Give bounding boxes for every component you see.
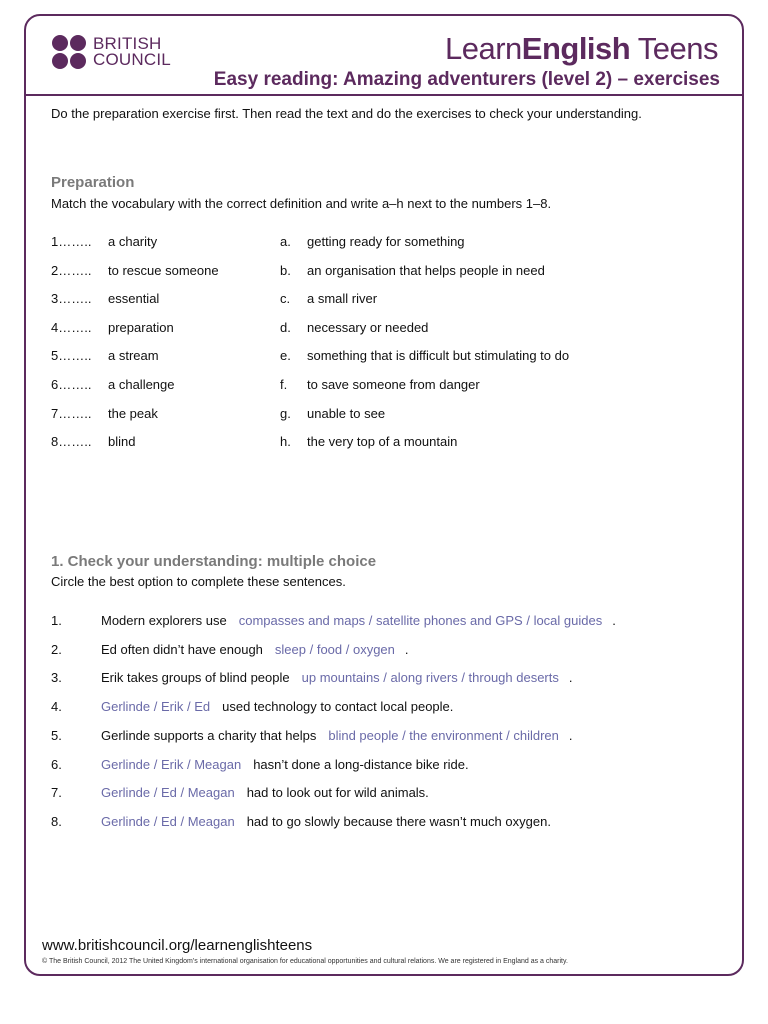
- mc-instruction: Circle the best option to complete these sentences.: [51, 574, 346, 589]
- mc-sentence: [101, 785, 429, 800]
- mc-number: 2.: [51, 641, 62, 657]
- mc-options[interactable]: compasses and maps / satellite phones and GPS / local guides: [238, 613, 603, 628]
- mc-number: 8.: [51, 813, 62, 829]
- vocab-number: 4……..: [51, 319, 92, 335]
- logo-dots-icon: [52, 35, 86, 69]
- brand-light: Learn: [444, 31, 522, 66]
- mc-number: 5.: [51, 727, 62, 743]
- vocab-number: 8……..: [51, 434, 92, 450]
- vocab-number: 7……..: [51, 405, 92, 421]
- mc-text-after: used technology to contact local people.: [222, 699, 454, 715]
- vocab-number: 2……..: [51, 262, 92, 278]
- vocab-definition: necessary or needed: [307, 319, 429, 335]
- intro-text: Do the preparation exercise first. Then read the text and do the exercises to check your understanding.: [51, 106, 642, 121]
- mc-options[interactable]: blind people / the environment / children: [328, 727, 559, 743]
- header-divider: [24, 94, 744, 96]
- mc-text-after: .: [568, 670, 573, 686]
- mc-text-after: had to go slowly because there wasn’t much oxygen.: [246, 813, 551, 829]
- mc-sentence: [101, 728, 573, 743]
- page-frame: [24, 14, 744, 976]
- mc-sentence: [101, 642, 409, 657]
- mc-sentence: [101, 670, 573, 685]
- definition-letter: a.: [280, 234, 291, 249]
- vocab-number: 1……..: [51, 234, 92, 249]
- logo-line-1: BRITISH: [93, 34, 162, 53]
- mc-text-before: Erik takes groups of blind people: [101, 670, 290, 686]
- definition-letter: g.: [280, 405, 291, 421]
- vocab-term: preparation: [108, 319, 174, 335]
- vocab-number: 6……..: [51, 377, 92, 392]
- definition-letter: b.: [280, 262, 291, 278]
- mc-sentence: [101, 613, 616, 628]
- mc-number: 7.: [51, 785, 62, 801]
- definition-letter: h.: [280, 434, 291, 450]
- vocab-term: a challenge: [108, 377, 175, 392]
- mc-text-after: had to look out for wild animals.: [246, 785, 429, 801]
- mc-number: 3.: [51, 670, 62, 686]
- mc-text-after: .: [404, 641, 409, 657]
- vocab-term: the peak: [108, 405, 158, 421]
- vocab-term: to rescue someone: [108, 262, 219, 278]
- brand-tail: Teens: [630, 31, 718, 66]
- mc-text-after: .: [568, 727, 573, 743]
- british-council-logo: [52, 35, 171, 69]
- vocab-definition: to save someone from danger: [307, 377, 480, 392]
- mc-sentence: [101, 757, 469, 772]
- vocab-definition: the very top of a mountain: [307, 434, 458, 450]
- mc-options[interactable]: Gerlinde / Erik / Ed: [101, 699, 211, 715]
- vocab-definition: getting ready for something: [307, 234, 465, 249]
- vocab-term: blind: [108, 434, 136, 450]
- vocab-term: a stream: [108, 348, 159, 364]
- vocab-term: essential: [108, 291, 160, 307]
- mc-number: 1.: [51, 613, 62, 628]
- mc-sentence: [101, 699, 453, 714]
- mc-options[interactable]: up mountains / along rivers / through deserts: [301, 670, 559, 686]
- mc-text-after: .: [612, 613, 616, 628]
- mc-options[interactable]: sleep / food / oxygen: [274, 641, 395, 657]
- mc-number: 6.: [51, 756, 62, 772]
- preparation-instruction: Match the vocabulary with the correct definition and write a–h next to the numbers 1–8.: [51, 196, 552, 211]
- vocab-definition: something that is difficult but stimulating to do: [307, 348, 570, 364]
- logo-line-2: COUNCIL: [93, 50, 171, 69]
- definition-letter: d.: [280, 319, 291, 335]
- mc-text-before: Modern explorers use: [101, 613, 227, 628]
- mc-text-before: Gerlinde supports a charity that helps: [101, 727, 317, 743]
- brand-bold: English: [521, 31, 631, 66]
- definition-letter: f.: [280, 377, 288, 392]
- vocab-definition: a small river: [307, 291, 378, 307]
- mc-options[interactable]: Gerlinde / Ed / Meagan: [101, 813, 235, 829]
- vocab-term: a charity: [108, 234, 158, 249]
- footer-copyright: © The British Council, 2012 The United Kingdom’s international organisation for educational opportunities and cultural relations. We are registered in England as a charity.: [42, 958, 568, 965]
- mc-sentence: [101, 814, 551, 829]
- definition-letter: e.: [280, 348, 291, 364]
- vocab-definition: an organisation that helps people in need: [307, 262, 545, 278]
- definition-letter: c.: [280, 291, 291, 307]
- preparation-heading: Preparation: [51, 174, 135, 191]
- page-title: Easy reading: Amazing adventurers (level 2) – exercises: [213, 69, 720, 90]
- mc-heading: 1. Check your understanding: multiple choice: [51, 553, 377, 570]
- logo-text: [93, 36, 171, 68]
- vocab-definition: unable to see: [307, 405, 386, 421]
- mc-options[interactable]: Gerlinde / Erik / Meagan: [101, 756, 242, 772]
- vocab-number: 5……..: [51, 348, 92, 364]
- mc-number: 4.: [51, 699, 62, 715]
- learnenglish-teens-brand: [445, 31, 718, 67]
- footer-url[interactable]: www.britishcouncil.org/learnenglishteens: [42, 937, 313, 954]
- mc-options[interactable]: Gerlinde / Ed / Meagan: [101, 785, 235, 801]
- mc-text-before: Ed often didn’t have enough: [101, 641, 263, 657]
- vocab-number: 3……..: [51, 291, 92, 307]
- mc-text-after: hasn’t done a long-distance bike ride.: [253, 756, 469, 772]
